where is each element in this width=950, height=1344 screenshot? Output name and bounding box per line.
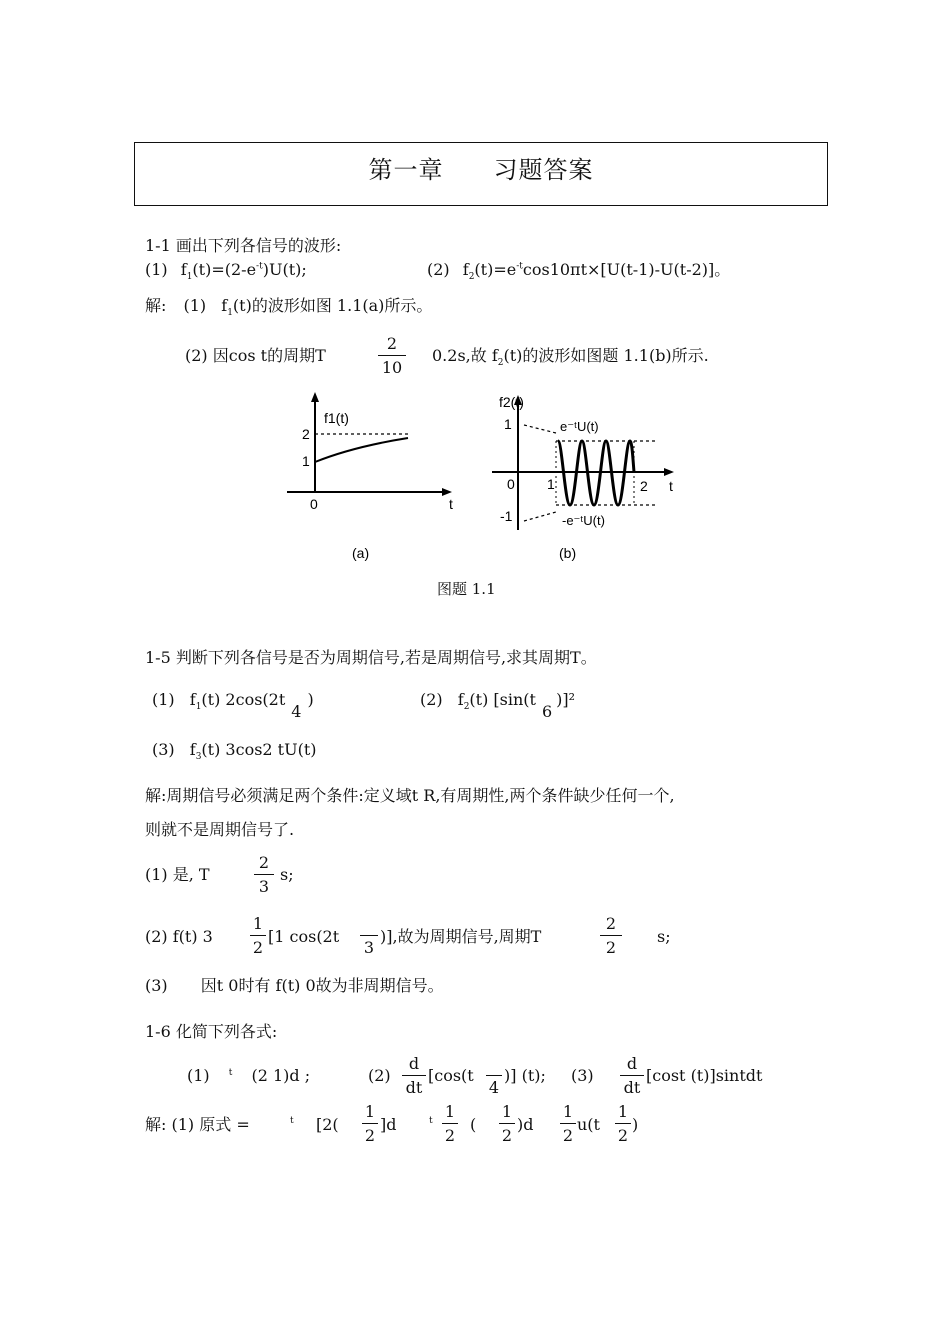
part-label: (3) [145,976,168,995]
func-f: f [462,260,469,279]
b-env-bot-label: -e⁻ᵗU(t) [562,513,605,528]
integral-upper-1: t [290,1116,294,1126]
answer-prefix: (1) [183,296,207,315]
b-x-arrow [664,468,674,476]
fraction-denominator: 2 [605,938,617,957]
b-x2: 2 [640,478,648,494]
expression-close: )]² [556,690,576,709]
a2-unit: s; [657,927,671,946]
chapter-heading: 习题答案 [493,156,594,184]
answer-part-6: ) [632,1115,639,1134]
a-origin: 0 [310,496,318,512]
superscript: -t [516,261,523,272]
b-x1: 1 [547,476,555,492]
e3-tail: [cost (t)]sintdt [646,1066,763,1085]
fraction-numerator: 2 [605,914,617,933]
e2-tail: )] (t); [504,1066,546,1085]
answer-fraction-4 [560,1102,576,1145]
fraction-numerator [360,914,378,933]
problem-1-5-answer-line1: 解:周期信号必须满足两个条件:定义域t R,有周期性,两个条件缺少任何一个, [145,786,675,805]
fraction-denominator: 4 [488,1078,500,1097]
answer-text-tail: (t)的波形如图题 1.1(b)所示. [503,346,709,365]
fraction-numerator: 1 [617,1102,629,1121]
a-curve [315,438,408,462]
fraction-bar [486,1075,502,1076]
a1-unit: s; [280,865,294,884]
answer-text: (t)的波形如图 1.1(a)所示。 [232,296,433,315]
problem-1-1-question: 1-1 画出下列各信号的波形: [145,236,342,255]
problem-1-5-question: 1-5 判断下列各信号是否为周期信号,若是周期信号,求其周期T。 [145,648,597,667]
fraction-bar [620,1075,644,1076]
fraction-denominator: 2 [444,1126,456,1145]
problem-1-5-a1-label: (1) 是, T [145,865,210,884]
fraction-bar [254,874,274,875]
figure-a [287,392,453,561]
fraction-bar [615,1123,631,1124]
e2-derivative [402,1054,426,1097]
func-f: f [189,690,196,709]
fraction-bar [360,935,378,936]
fraction-bar [600,935,622,936]
integral-upper-2: t [429,1116,433,1126]
chapter-number: 第一章 [368,156,444,184]
figure-1-1 [270,385,690,585]
fraction-numerator: 1 [252,914,264,933]
problem-1-5-q3 [152,740,317,762]
func-f: f [189,740,196,759]
a-tick-1: 1 [302,453,310,469]
fraction-bar [378,355,406,356]
part-label: (3) [152,740,175,759]
answer-label: 解: [145,296,167,315]
fraction-denominator: 3 [363,938,375,957]
part-label: (2) [420,690,443,709]
b-xlabel: t [669,478,673,494]
fraction-denominator: 4 [291,702,302,721]
fraction-denominator: dt [623,1078,641,1097]
answer-fraction-2 [442,1102,458,1145]
a-tick-2: 2 [302,426,310,442]
part-label: (1) [152,690,175,709]
problem-1-6-question: 1-6 化简下列各式: [145,1022,278,1041]
expression: (t) 3cos2 tU(t) [201,740,317,759]
b-caption: (b) [559,545,577,561]
fraction-numerator: 2 [258,853,270,872]
problem-1-6-e3-label: (3) [571,1066,594,1085]
b-env-top-left [524,425,556,433]
func-f: f [221,296,228,315]
fraction-bar [250,935,266,936]
e2-expression: [cos(t [428,1066,474,1085]
a2-middle: [1 cos(2t [268,927,340,946]
b-tick-pos1: 1 [504,416,512,432]
b-origin: 0 [507,476,515,492]
problem-1-5-q1 [152,690,314,721]
fraction-denominator: 2 [501,1126,513,1145]
figure-caption: 图题 1.1 [437,580,496,598]
problem-1-6-answer-label: 解: (1) 原式 = [145,1115,250,1134]
expression: (2 1)d ; [251,1066,311,1085]
fraction-denominator: 3 [258,877,270,896]
part-label: (1) [187,1066,210,1085]
subscript: 1 [227,308,233,319]
fraction-numerator: 1 [562,1102,574,1121]
problem-1-6-e2-label: (2) [368,1066,391,1085]
fraction-denominator: 10 [381,358,403,377]
problem-1-5-a2-label: (2) f(t) 3 [145,927,213,946]
fraction-denominator: 6 [541,702,553,721]
answer-fraction-5 [615,1102,631,1145]
chapter-title [135,155,827,185]
fraction-numerator: 1 [364,1102,376,1121]
fraction-numerator: 1 [444,1102,456,1121]
fraction-denominator: 2 [562,1126,574,1145]
a-caption: (a) [352,545,370,561]
answer-fraction-3 [499,1102,515,1145]
a-xlabel: t [449,496,453,512]
b-env-top-label: e⁻ᵗU(t) [560,419,599,434]
expression-tail: cos10πt×[U(t-1)-U(t-2)]。 [522,260,731,279]
fraction-bar [402,1075,426,1076]
fraction-numerator: 2 [386,334,398,353]
problem-1-5-q2 [420,690,576,721]
a-y-arrow [311,392,319,402]
func-f: f [457,690,464,709]
subscript: 2 [468,272,475,283]
e2-fraction-quarter [486,1054,502,1097]
answer-text: 因t 0时有 f(t) 0故为非周期信号。 [200,976,444,995]
a2-fraction-third [360,914,378,957]
fraction-numerator [486,1054,502,1073]
expression: (t)=e [474,260,517,279]
answer-part-3: ( [470,1115,477,1134]
answer-part-1: [2( [316,1115,339,1134]
a1-fraction [254,853,274,896]
answer-part-2: ]d [380,1115,397,1134]
fraction-bar [560,1123,576,1124]
fraction-bar [442,1123,458,1124]
b-env-bot-left [524,512,556,521]
fraction-denominator: 2 [364,1126,376,1145]
a2-fraction-half [250,914,266,957]
problem-1-1-answer2-lead: (2) 因cos t的周期T [185,346,326,365]
fraction-denominator: 2 [252,938,264,957]
b-tick-neg1: -1 [500,508,513,524]
subscript: 3 [195,752,202,763]
subscript: 2 [463,702,470,713]
a-ylabel: f1(t) [324,410,349,426]
b-ylabel: f2(t) [499,394,524,410]
fraction-numerator: d [626,1054,638,1073]
part-label: (1) [145,260,168,279]
fraction-numerator: 1 [501,1102,513,1121]
fraction-bar [362,1123,378,1124]
period-fraction [378,334,406,377]
fraction-denominator: 2 [617,1126,629,1145]
figure-b [492,394,674,561]
e3-derivative [620,1054,644,1097]
answer-part-4: )d [517,1115,534,1134]
problem-1-1-part2 [427,260,730,282]
problem-1-1-answer1 [145,296,432,318]
subscript: 1 [186,272,193,283]
expression: (t)=(2-e [192,260,257,279]
expression: (t) 2cos(2t [201,690,286,709]
fraction-numerator: d [408,1054,420,1073]
a2-fraction-period [600,914,622,957]
part-label: (2) [427,260,450,279]
a2-tail: )],故为周期信号,周期T [380,927,542,946]
subscript: 1 [195,702,202,713]
answer-text: 0.2s,故 f [432,346,498,365]
func-f: f [180,260,187,279]
problem-1-5-answer-line2: 则就不是周期信号了. [145,820,295,839]
answer-part-5: u(t [577,1115,600,1134]
integral-upper: t [228,1067,233,1078]
expression: (t) [sin(t [469,690,536,709]
subscript: 2 [497,358,504,369]
expression-tail: )U(t); [262,260,307,279]
chapter-title-box [134,142,828,206]
a-x-arrow [442,488,452,496]
fraction-denominator: dt [405,1078,423,1097]
answer-fraction-1 [362,1102,378,1145]
problem-1-1-answer2-tail [432,346,709,368]
problem-1-1-part1 [145,260,307,282]
fraction-bar [499,1123,515,1124]
problem-1-5-a3 [145,976,444,996]
superscript: -t [256,261,263,272]
expression-close: ) [307,690,314,709]
problem-1-6-e1 [187,1066,310,1086]
